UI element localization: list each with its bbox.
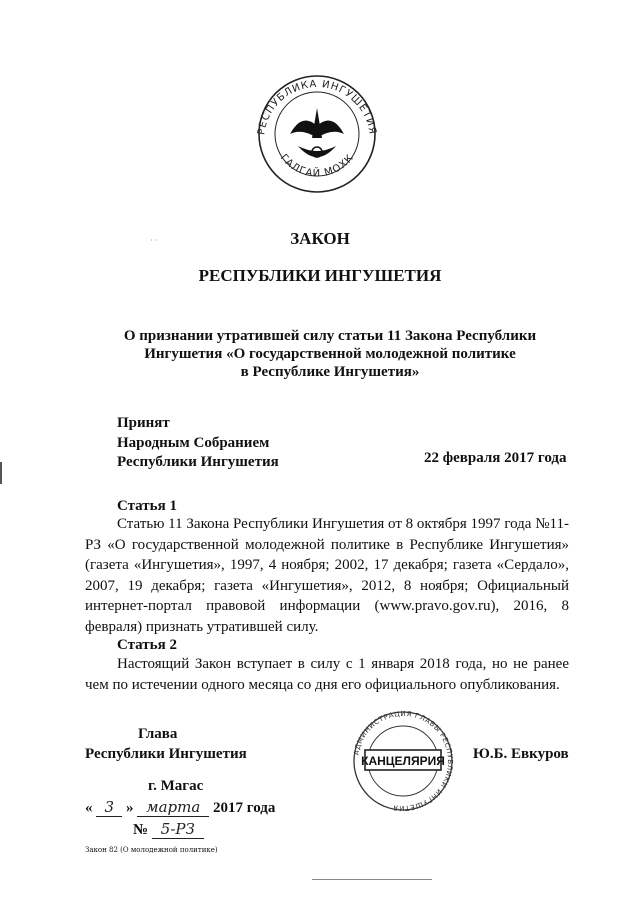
- signing-date: [85, 798, 275, 817]
- article-2-text: Настоящий Закон вступает в силу с 1 января 2018 года, но не ранее чем по истечении одного месяца со дня его официального опубликования.: [85, 656, 569, 693]
- emblem-bottom-text: ГАЛГАЙ МОХК: [277, 152, 357, 180]
- subject-line-2: Ингушетия «О государственной молодежной политике: [144, 346, 516, 362]
- stamp-center-text: КАНЦЕЛЯРИЯ: [361, 754, 445, 768]
- file-footnote: Закон 82 (О молодежной политике): [85, 846, 218, 854]
- signatory-name: Ю.Б. Евкуров: [473, 746, 569, 762]
- date-open-quote: «: [85, 800, 93, 816]
- adopted-line-2: Народным Собранием: [117, 434, 270, 451]
- margin-mark: [0, 462, 2, 484]
- emblem-top-text: РЕСПУБЛИКА ИНГУШЕТИЯ: [256, 78, 378, 136]
- signatory-title-line-1: Глава: [138, 726, 178, 742]
- subject-line-3: в Республике Ингушетия»: [240, 364, 420, 380]
- number-label: №: [133, 822, 149, 838]
- subject-line-1: О признании утратившей силу статьи 11 Закона Республики: [123, 328, 537, 344]
- law-number-handwritten: 5-РЗ: [152, 820, 204, 839]
- document-subtitle: РЕСПУБЛИКИ ИНГУШЕТИЯ: [198, 266, 442, 285]
- adopted-line-3: Республики Ингушетия: [117, 454, 279, 470]
- signing-month-handwritten: марта: [137, 798, 209, 817]
- republic-emblem: [246, 72, 388, 196]
- adoption-block: [117, 414, 279, 473]
- article-1-heading: Статья 1: [117, 498, 177, 514]
- law-subject: [100, 327, 560, 381]
- law-number: [133, 820, 204, 839]
- stamp-ring-text: АДМИНИСТРАЦИЯ ГЛАВЫ РЕСПУБЛИКИ ИНГУШЕТИЯ: [352, 710, 455, 812]
- signatory-title-line-2: Республики Ингушетия: [85, 746, 247, 762]
- signing-day-handwritten: 3: [96, 798, 122, 817]
- signing-year: 2017 года: [213, 800, 276, 816]
- adopted-line-1: Принят: [117, 415, 170, 431]
- date-close-quote: »: [126, 800, 134, 816]
- office-stamp: [340, 710, 466, 812]
- scan-artifact-line: [312, 879, 432, 880]
- article-2-heading: Статья 2: [117, 637, 177, 653]
- document-title: ЗАКОН: [290, 229, 350, 248]
- signing-place: г. Магас: [148, 778, 204, 794]
- scan-dots: · ·: [150, 236, 158, 245]
- article-1-text: Статью 11 Закона Республики Ингушетия от 8 октября 1997 года №11-РЗ «О государственной молодежной политике в Республике Ингушетия» (газета «Ингушетия», 1997, 4 ноября; 2002, 17 декабря; газета «Сердало», 2007, 19 декабря; газета «Ингушетия», 2012, 8 ноября; Официальный интернет-портал правовой информации (www.pravo.gov.ru), 2016, 8 февраля) признать утратившей силу.: [85, 516, 569, 635]
- adoption-date: 22 февраля 2017 года: [424, 450, 567, 466]
